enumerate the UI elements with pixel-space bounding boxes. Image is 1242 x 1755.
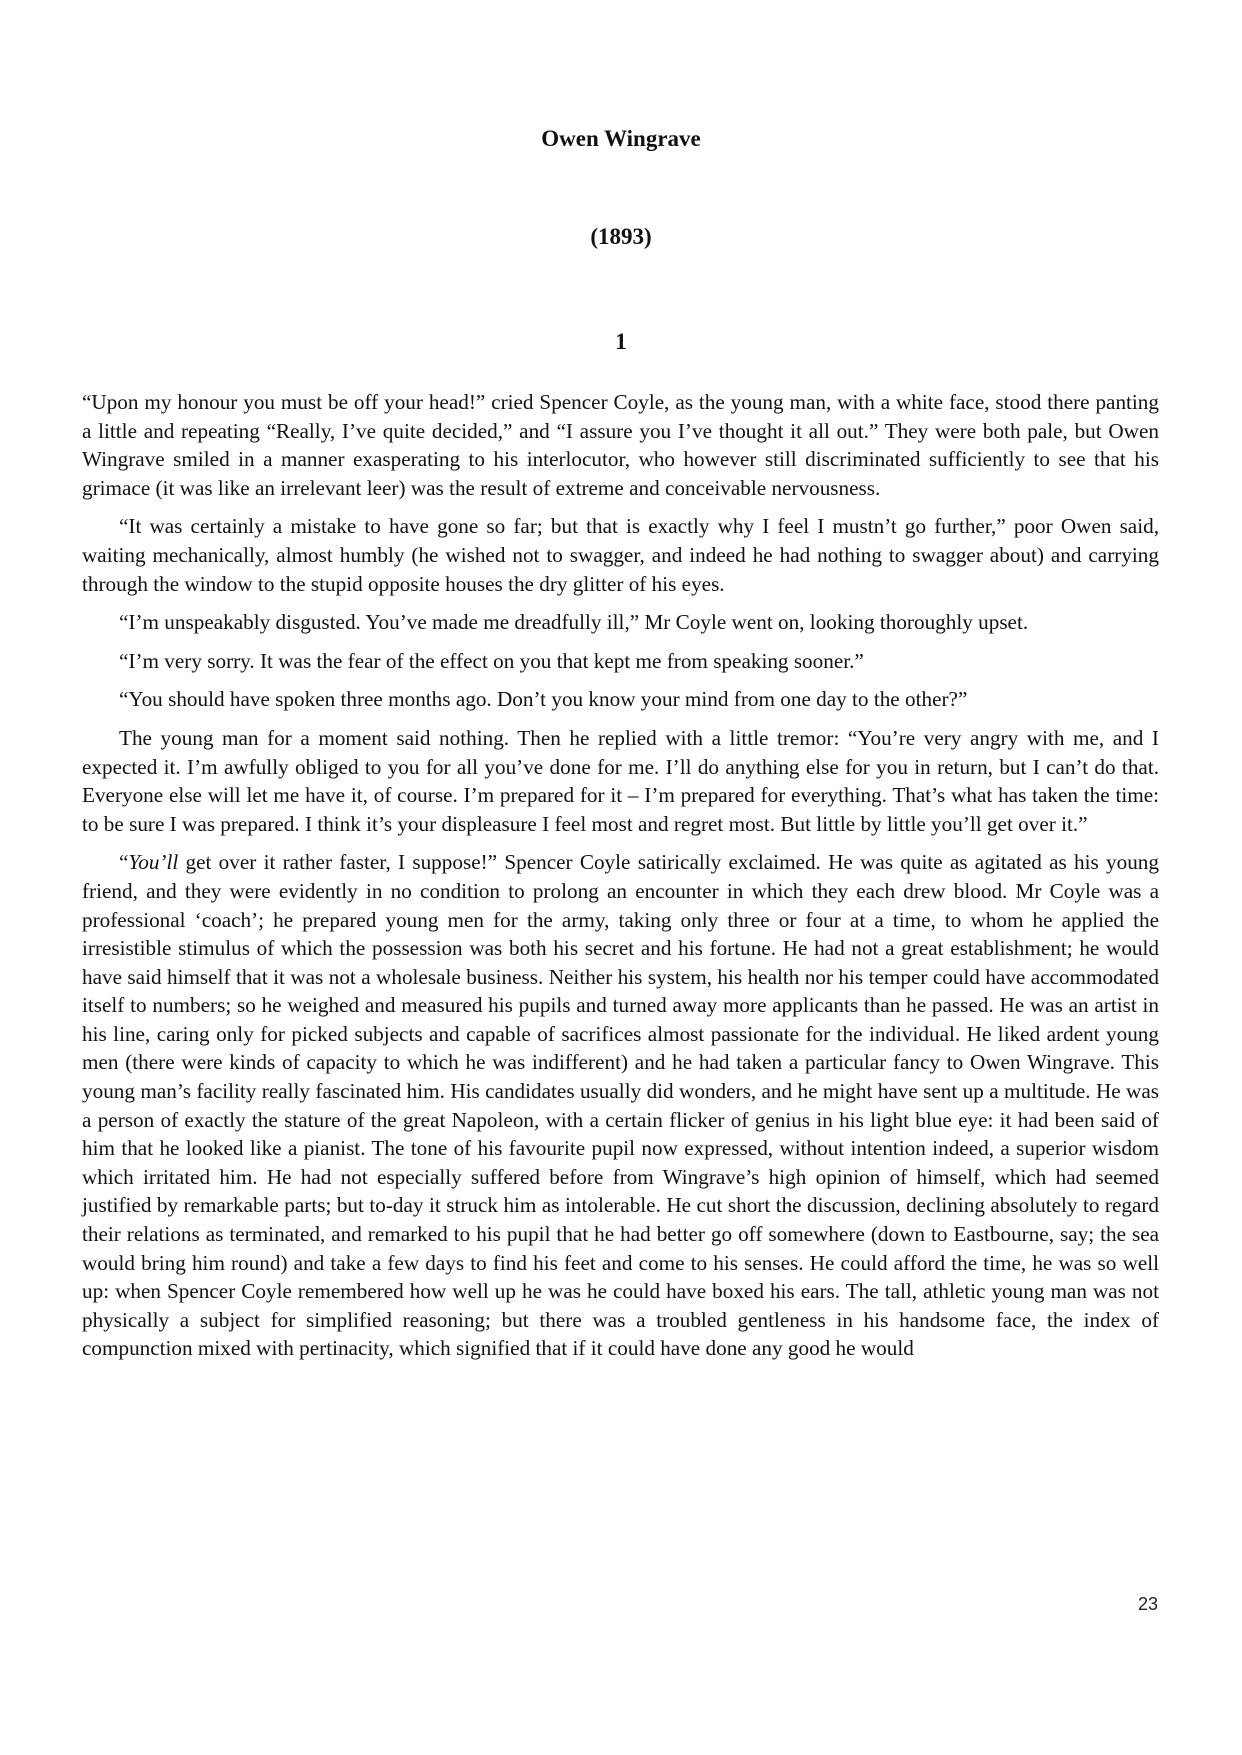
story-title: Owen Wingrave — [541, 126, 701, 151]
publication-year: (1893) — [590, 224, 652, 249]
paragraph-continuation: get over it rather faster, I suppose!” Spencer Coyle satirically exclaimed. He was quite as agitated as his young friend, and they were evidently in no condition to prolong an encounter in which they each drew blood. Mr Coyle was a professional ‘coach’; he prepared young men for the army, taking only three or four at a time, to whom he applied the irresistible stimulus of which the possession was both his secret and his fortune. He had not a great establishment; he would have said himself that it was not a wholesale business. Neither his system, his health nor his temper could have accommodated itself to numbers; so he weighed and measured his pupils and turned away more applicants than he passed. He was an artist in his line, caring only for picked subjects and capable of sacrifices almost passionate for the individual. He liked ardent young men (there were kinds of capacity to which he was indifferent) and he had taken a particular fancy to Owen Wingrave. This young man’s facility really fascinated him. His candidates usually did wonders, and he might have sent up a multitude. He was a person of exactly the stature of the great Napoleon, with a certain flicker of genius in his light blue eye: it had been said of him that he looked like a pianist. The tone of his favourite pupil now expressed, without intention indeed, a superior wisdom which irritated him. He had not especially suffered before from Wingrave’s high opinion of himself, which had seemed justified by remarkable parts; but to-day it struck him as intolerable. He cut short the discussion, declining absolutely to regard their relations as terminated, and remarked to his pupil that he had better go off somewhere (down to Eastbourne, say; the sea would bring him round) and take a few days to find his feet and come to his senses. He could afford the time, he was so well up: when Spencer Coyle remembered how well up he was he could have boxed his ears. The tall, athletic young man was not physically a subject for simplified reasoning; but there was a troubled gentleness in his handsome face, the index of compunction mixed with pertinacity, which signified that if it could have done any good he would — [82, 850, 1159, 1361]
page-number: 23 — [1137, 1594, 1158, 1614]
chapter-number: 1 — [615, 329, 627, 354]
paragraph: “I’m very sorry. It was the fear of the effect on you that kept me from speaking sooner.” — [119, 648, 864, 673]
paragraph: “I’m unspeakably disgusted. You’ve made me dreadfully ill,” Mr Coyle went on, looking thoroughly upset. — [119, 610, 1029, 635]
body-text — [82, 388, 1159, 1373]
paragraph: “It was certainly a mistake to have gone so far; but that is exactly why I feel I mustn’t go further,” poor Owen said, waiting mechanically, almost humbly (he wished not to swagger, and indeed he had nothing to swagger about) and carrying through the window to the stupid opposite houses the dry glitter of his eyes. — [82, 514, 1159, 596]
open-quote: “ — [119, 850, 129, 875]
emphasized-word: You’ll — [128, 850, 179, 875]
paragraph: The young man for a moment said nothing. Then he replied with a little tremor: “You’re very angry with me, and I expected it. I’m awfully obliged to you for all you’ve done for me. I’ll do anything else for you in return, but I can’t do that. Everyone else will let me have it, of course. I’m prepared for it – I’m prepared for everything. That’s what has taken the time: to be sure I was prepared. I think it’s your displeasure I feel most and regret most. But little by little you’ll get over it.” — [82, 725, 1159, 836]
paragraph — [82, 848, 1159, 1363]
paragraph: “Upon my honour you must be off your head!” cried Spencer Coyle, as the young man, with a white face, stood there panting a little and repeating “Really, I’ve quite decided,” and “I assure you I’ve thought it all out.” They were both pale, but Owen Wingrave smiled in a manner exasperating to his interlocutor, who however still discriminated sufficiently to see that his grimace (it was like an irrelevant leer) was the result of extreme and conceivable nervousness. — [82, 390, 1159, 500]
paragraph: “You should have spoken three months ago. Don’t you know your mind from one day to the other?” — [119, 687, 968, 712]
